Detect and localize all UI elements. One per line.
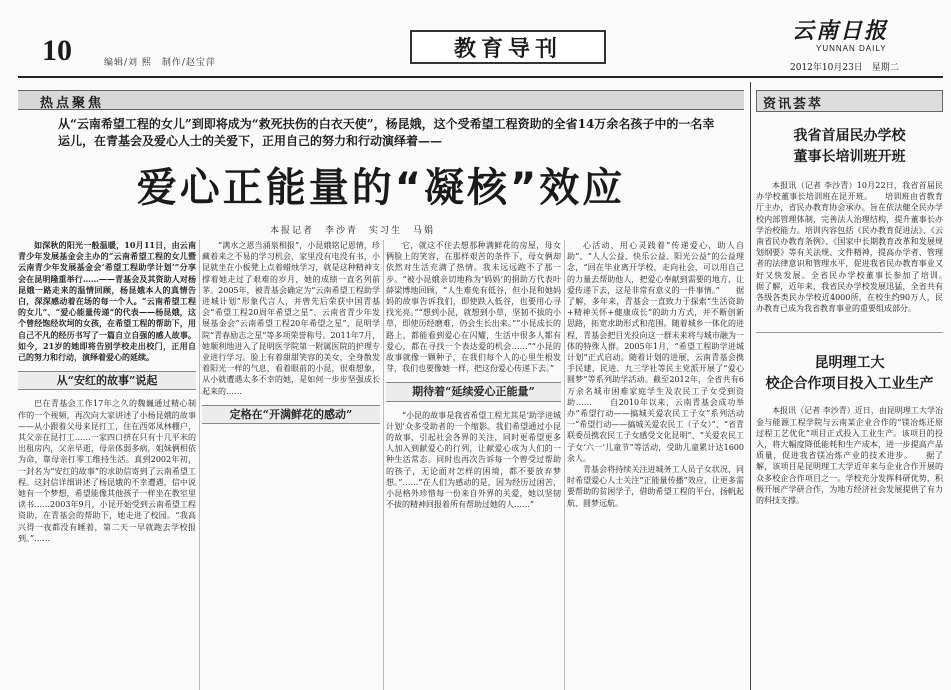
- article-column-1: [18, 240, 196, 690]
- article-byline: 本报记者 李沙青 实习生 马娟: [270, 226, 436, 236]
- column-divider: [564, 240, 565, 690]
- story-paragraph: 本报讯（记者 李沙青）近日，由昆明理工大学冶金与能源工程学院与云南某企业合作的“镁冶炼还原过程工艺优化”项目正式投入工业生产。该项目的投入，将大幅度降低能耗和生产成本，进一步提高产品质量，促进我省镁冶炼产业的技术进步。 据了解，该项目是昆明理工大学近年来与企业合作开展的众多校企合作项目之一。学校充分发挥科研优势，积极开展产学研合作，为地方经济社会发展提供了有力的科技支撑。: [756, 406, 943, 506]
- newspaper-logo-en: YUNNAN DAILY: [816, 44, 887, 53]
- headline-line: 校企合作项目投入工业生产: [765, 376, 934, 393]
- section-label: 热点聚焦: [40, 96, 105, 111]
- sidebar-headline-2: [756, 353, 943, 395]
- sidebar-story-2: [756, 405, 943, 506]
- headline-line: 董事长培训班开班: [793, 149, 906, 165]
- section-masthead: 教育导刊: [410, 30, 606, 64]
- article-paragraph: 它，就这不住去想那种满鲜花的房屋，母女俩脸上的笑容，在那样艰苦的条件下，母女俩却依然对生活充满了热情。我未远远跑不了那一步。“被小昆娥亲切地称为‘妈妈’的捐助方代表叶薛梁博地回顾，“人生难免有低谷，但小昆和她妈妈的故事告诉我们，即使跌入低谷，也要用心寻找光亮。”“想到小昆，就想到小草，坚韧不拔的小草，即使历经磨难，仍会生长出来。”“小昆成长的路上，都能看到爱心在闪耀，生活中很多人都有爱心，都在寻找一个表达爱的机会……”“小昆的故事就像一颗种子，在我们每个人的心里生根发芽，我们也要像她一样，把这份爱心传递下去。”: [386, 241, 561, 374]
- sidebar-divider: [750, 82, 751, 690]
- article-headline: 爱心正能量的“凝核”效应: [136, 165, 626, 211]
- column-divider: [199, 240, 200, 690]
- header-rule: [18, 76, 943, 78]
- news-sidebar: [756, 90, 943, 690]
- column-divider: [383, 240, 384, 690]
- article-paragraph: 心活动，用心灵践着“传递爱心，助人自助”、“人人公益、快乐公益、阳光公益”的公益理念，“回在毕业离开学校，走向社会，可以用自己的力量去帮助他人，把爱心奉献到需要的地方，让爱传递下去，这是非常有意义的一件事情。” 据了解，多年来，青基会一直致力于探索“生活资助+精神关怀+健康成长”的助力方式，并不断创新思路，拓宽求助形式和范围。随着城乡一体化的进程，青基会把目光投向这一群未来将与城市融为一体的特殊人群。2005年1月，“希望工程助学进城计划”正式启动。随着计划的进展，云南青基会携手民建、民进、九三学社等民主党派开展了“爱心圆梦”等系列助学活动。截至2012年，全省共有6万余名城市困难家庭学生及农民工子女受到资助…… 自2010年以来，云南青基会成功举办“希望行动——搞城关爱农民工子女”系列活动一“希望行动——搞城关爱农民工（子女）”、“省青联委员携农民工子女感受文化昆明”、“关爱农民工子女‘六一’儿童节”等活动，受助儿童累计达1600余人。: [567, 241, 744, 463]
- article-column-3: [386, 240, 561, 690]
- headline-line: 昆明理工大: [814, 355, 885, 372]
- editor-credits: 编辑/刘 熙 制作/赵宝萍: [104, 58, 216, 68]
- subhead-story-start: 从“安红的故事”说起: [18, 371, 196, 390]
- headline-line: 我省首届民办学校: [793, 128, 906, 144]
- story-paragraph: 本报讯（记者 李沙青）10月22日，我省首届民办学校董事长培训班在昆开班。 培训班由省教育厅主办，省民办教育协会承办。旨在依法健全民办学校内部管理体制，完善法人治理结构，提升董事长办学治校能力。培训内容包括《民办教育促进法》、《云南省民办教育条例》、《国家中长期教育改革和发展规划纲要》等有关法规、文件精神，提高办学者、管理者的法律意识和管理水平，促进我省民办教育事业又好又快发展。全省民办学校董事长参加了培训。 据了解，近年来，我省民办学校发展迅猛，全省共有各级各类民办学校近4000所，在校生约90万人，民办教育已成为我省教育事业的重要组成部分。: [756, 181, 943, 314]
- sidebar-headline-1: [756, 126, 943, 168]
- article-column-4: [567, 240, 744, 690]
- article-lead: 从“云南希望工程的女儿”到即将成为“救死扶伤的白衣天使”，杨昆娥，这个受希望工程资助的全省14万余名孩子中的一名幸运儿，在青基会及爱心人士的关爱下，正用自己的努力和行动演绎着——: [58, 117, 715, 148]
- article-paragraph: “小昆的故事是我省希望工程尤其是‘助学进城计划’众多受助者的一个缩影。我们希望通过小昆的故事，引起社会各界的关注，同时更希望更多人加入到献爱心的行列，让献爱心成为人们的一种生活常态。同时也再次告诉每一个曾受过帮助的孩子，无论面对怎样的困境，都不要放弃梦想。”……“在人们为感动的是，因为经历过困苦，小昆格外珍惜每一份来自外界的关爱，她以坚韧不拔的精神回报着所有帮助过她的人……”: [386, 410, 561, 510]
- story-separator: [756, 332, 943, 333]
- article-paragraph: 青基会将持续关注进城务工人员子女状况，同时希望爱心人士关注“正能量传播”效应，让更多需要帮助的贫困学子，借助希望工程的平台，扬帆起航、圆梦远航。: [567, 465, 744, 508]
- page-number: 10: [42, 34, 72, 67]
- subhead-flower-moment: 定格在“开满鲜花的感动”: [202, 405, 380, 424]
- sidebar-story-1: [756, 180, 943, 314]
- article-intro: 如深秋的阳光一般温暖，10月11日，由云南青少年发展基金会主办的“云南希望工程的女儿暨云南青少年发展基金会‘希望工程助学计划’”分享会在昆明隆重举行……——青基会及其资助人对杨昆娥一路走来的温情回顾，杨昆娥本人的真情告白，深深感动着在场的每一个人。“云南希望工程的女儿”、“爱心能量传递”的代表——杨昆娥，这个曾经饱经坎坷的女孩，在希望工程的帮助下，用自己不凡的经历书写了一篇自立自强的感人故事。如今，21岁的她即将告别学校走出校门，正用自己的努力和行动，演绎着爱心的延续。: [18, 240, 196, 363]
- subhead-continue-love: 期待着“延续爱心正能量”: [386, 382, 561, 401]
- issue-date: 2012年10月23日 星期二: [790, 63, 899, 73]
- section-bar: [18, 90, 744, 110]
- article-paragraph: 巴在青基会工作17年之久的魏巍通过精心制作的一个视频，再次向大家讲述了小杨昆娥的故事——从小跟着父母来昆打工，住在西郊凤林棚户，其父亲在昆打工……一家四口挤在只有十几平米的出租房内，父亲早逝，母亲体弱多病，姐妹俩相依为命，靠母亲打零工维持生活。真到2002年初，一封名为“安红的故事”的求助信寄到了云南希望工程。这封信详细讲述了杨昆娥的不幸遭遇，信中说她有一个梦想，希望能像其他孩子一样坐在教室里读书……2003年9月，小昆开始受到云南希望工程资助，在青基会的帮助下，她走进了校园。“我高兴得一夜都没有睡着，第二天一早就跑去学校报到。”……: [18, 399, 196, 543]
- newspaper-logo: 云南日报: [792, 18, 889, 44]
- article-column-2: [202, 240, 380, 690]
- article-paragraph: “满水之恩当涌泉相报”，小昆娥铭记恩情，珍藏着来之不易的学习机会，家里没有电没有书，小昆就坐在小板凳上点着蜡烛学习，就是这种精神支撑着她走过了艰难的岁月，她的成绩一直名列前茅。2005年，被青基会确定为“云南希望工程助学进城计划”形象代言人，并曾先后荣获中国青基会“希望工程20周年希望之星”、云南省青少年发展基金会“云南希望工程20年希望之星”、昆明学院“青春励志之星”等多项荣誉称号。2011年7月，她顺利地进入了昆明医学院第一附属医院的护理专业进行学习。脸上有着甜甜笑容的美女，全身散发着阳光一样的气息，看着眼前的小昆，很难想象，从小就遭遇太多不幸的她，是如何一步步坚强成长起来的……: [202, 241, 380, 396]
- sidebar-title: 资讯荟萃: [756, 90, 943, 112]
